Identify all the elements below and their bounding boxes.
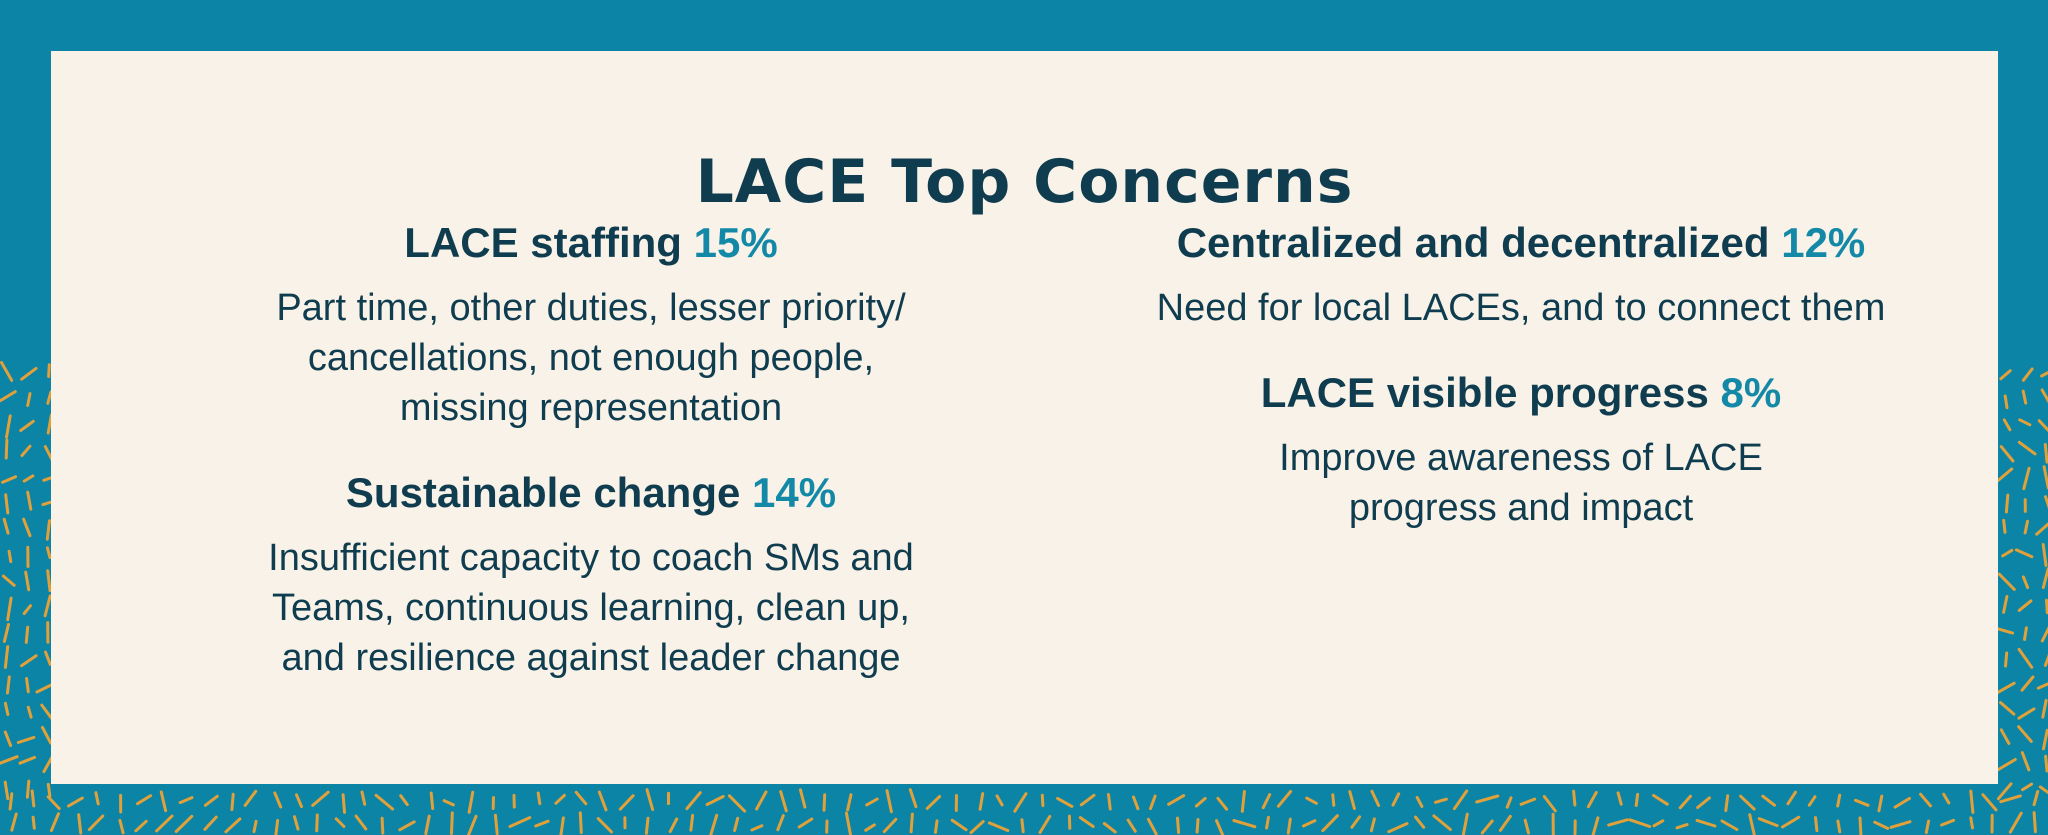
- description-line: progress and impact: [1348, 487, 1694, 529]
- dash-mark: [376, 795, 393, 809]
- dash-mark: [18, 737, 34, 742]
- dash-mark: [7, 416, 11, 437]
- dash-mark: [356, 816, 366, 829]
- dash-mark: [1592, 818, 1598, 835]
- dash-mark: [800, 790, 805, 807]
- dash-mark: [1809, 797, 1815, 806]
- dash-mark: [22, 368, 36, 379]
- description-line: Improve awareness of LACE: [1279, 437, 1763, 479]
- description-line: Teams, continuous learning, clean up,: [272, 587, 910, 629]
- dash-mark: [561, 818, 564, 835]
- dash-mark: [1058, 798, 1072, 806]
- dash-mark: [1998, 784, 2011, 799]
- dash-mark: [1267, 817, 1269, 828]
- concern-item: [161, 215, 1021, 433]
- dash-mark: [538, 793, 540, 804]
- dash-mark: [28, 492, 31, 509]
- dash-mark: [1525, 820, 1528, 833]
- dash-mark: [2019, 709, 2034, 718]
- dash-mark: [12, 814, 16, 830]
- concern-percent: 8%: [1720, 369, 1782, 416]
- dash-mark: [5, 782, 8, 798]
- dash-mark: [138, 796, 151, 804]
- dash-mark: [48, 784, 50, 796]
- dash-mark: [711, 815, 717, 835]
- dash-mark: [781, 792, 787, 811]
- dash-mark: [1895, 798, 1909, 807]
- dash-mark: [1303, 821, 1315, 826]
- dash-mark: [317, 815, 318, 831]
- dash-mark: [1323, 816, 1338, 831]
- dash-mark: [401, 796, 408, 805]
- dash-mark: [1109, 795, 1111, 810]
- dash-mark: [8, 598, 11, 620]
- dash-mark: [2037, 520, 2048, 534]
- dash-mark: [5, 732, 10, 746]
- dash-mark: [176, 816, 192, 831]
- dash-mark: [2023, 784, 2032, 790]
- concern-description: [1051, 433, 1991, 533]
- dash-mark: [22, 446, 30, 455]
- dash-mark: [1042, 795, 1043, 805]
- dash-mark: [1352, 817, 1360, 828]
- dash-mark: [1242, 792, 1244, 812]
- concern-heading: [161, 465, 1021, 521]
- dash-mark: [47, 521, 49, 540]
- dash-mark: [1759, 819, 1777, 826]
- dash-mark: [670, 819, 677, 832]
- dash-mark: [313, 792, 329, 805]
- dash-mark: [26, 627, 27, 642]
- dash-mark: [362, 792, 365, 804]
- dash-mark: [1015, 794, 1026, 812]
- dash-mark: [28, 707, 31, 717]
- dash-mark: [1436, 799, 1447, 802]
- dash-mark: [2023, 369, 2032, 380]
- dash-mark: [1741, 796, 1755, 809]
- dash-mark: [1997, 760, 2016, 771]
- concern-heading: [161, 215, 1021, 271]
- dash-mark: [1971, 818, 1973, 828]
- dash-mark: [226, 819, 240, 832]
- dash-mark: [1482, 821, 1492, 833]
- dash-mark: [1838, 795, 1840, 806]
- concern-item: [1051, 365, 1991, 533]
- dash-mark: [1463, 814, 1467, 835]
- dash-mark: [1544, 797, 1555, 811]
- dash-mark: [2001, 796, 2021, 802]
- dash-mark: [2025, 521, 2027, 533]
- dash-mark: [1393, 794, 1399, 805]
- dash-mark: [180, 798, 192, 803]
- dash-mark: [1500, 816, 1510, 830]
- dash-mark: [2, 363, 12, 381]
- dash-mark: [20, 757, 35, 763]
- dash-mark: [1636, 794, 1637, 805]
- dash-mark: [757, 792, 766, 809]
- dash-mark: [1726, 796, 1728, 811]
- dash-mark: [2016, 550, 2032, 557]
- dash-mark: [3, 576, 14, 585]
- dash-mark: [799, 819, 812, 827]
- dash-mark: [5, 703, 8, 714]
- dash-mark: [2044, 467, 2048, 488]
- dash-mark: [1151, 796, 1156, 809]
- dash-mark: [1263, 795, 1270, 808]
- dash-mark: [276, 820, 278, 835]
- dash-mark: [647, 790, 653, 810]
- dash-mark: [1080, 818, 1093, 827]
- dash-mark: [599, 792, 606, 810]
- dash-mark: [4, 625, 8, 642]
- dash-mark: [2001, 730, 2009, 744]
- dash-mark: [1630, 820, 1650, 827]
- dash-mark: [2034, 792, 2038, 805]
- dash-mark: [22, 656, 37, 666]
- dash-mark: [1788, 792, 1796, 804]
- dash-mark: [980, 794, 983, 810]
- dash-mark: [1169, 796, 1184, 805]
- dash-mark: [89, 816, 102, 830]
- dash-mark: [911, 814, 912, 832]
- dash-mark: [2019, 442, 2035, 454]
- dash-mark: [2004, 520, 2005, 532]
- dash-mark: [275, 793, 281, 807]
- dash-mark: [1350, 792, 1355, 809]
- description-line: Insufficient capacity to coach SMs and: [268, 537, 914, 579]
- dash-mark: [27, 679, 29, 692]
- concern-description: [161, 533, 1021, 683]
- dash-mark: [1288, 819, 1290, 833]
- dash-mark: [336, 819, 344, 827]
- dash-mark: [1879, 796, 1882, 811]
- dash-mark: [24, 606, 30, 614]
- right-column: [1051, 215, 1991, 533]
- dash-mark: [1196, 799, 1205, 807]
- dash-mark: [2038, 683, 2048, 689]
- dash-mark: [1750, 815, 1755, 835]
- dash-mark: [580, 813, 581, 833]
- dash-mark: [232, 794, 233, 809]
- dash-mark: [778, 816, 784, 830]
- dash-mark: [469, 792, 473, 812]
- dash-mark: [47, 548, 50, 558]
- concern-heading-label: LACE staffing: [404, 219, 682, 266]
- dash-mark: [510, 818, 530, 827]
- dash-mark: [3, 477, 16, 483]
- dash-mark: [1763, 796, 1775, 805]
- dash-mark: [1891, 822, 1910, 828]
- dash-mark: [2019, 727, 2032, 742]
- dash-mark: [620, 796, 633, 810]
- dash-mark: [752, 826, 762, 830]
- dash-mark: [2022, 677, 2033, 690]
- dash-mark: [2004, 420, 2010, 430]
- dash-mark: [1148, 819, 1156, 834]
- dash-mark: [24, 476, 33, 481]
- dash-mark: [2046, 756, 2047, 771]
- dash-mark: [21, 421, 34, 430]
- dash-mark: [1998, 629, 2012, 633]
- dash-mark: [971, 822, 983, 833]
- dash-mark: [2043, 700, 2046, 717]
- dash-mark: [2043, 545, 2046, 566]
- concern-heading: [1051, 365, 1991, 421]
- concern-item: [1051, 215, 1991, 333]
- content-card: [51, 51, 1998, 784]
- dash-mark: [1680, 796, 1690, 808]
- dash-mark: [1218, 798, 1227, 809]
- dash-mark: [2023, 391, 2026, 403]
- dash-mark: [598, 819, 611, 832]
- dash-mark: [444, 801, 453, 805]
- concern-heading-label: Centralized and decentralized: [1176, 219, 1770, 266]
- dash-mark: [2001, 371, 2010, 379]
- dash-mark: [32, 791, 34, 806]
- dash-mark: [1521, 799, 1535, 804]
- dash-mark: [1417, 798, 1422, 807]
- dash-mark: [2045, 445, 2047, 463]
- dash-mark: [824, 795, 825, 810]
- dash-mark: [24, 519, 30, 536]
- dash-mark: [1999, 574, 2014, 589]
- dash-mark: [691, 815, 693, 830]
- dash-mark: [1698, 798, 1710, 808]
- dash-mark: [867, 799, 878, 805]
- dash-mark: [2044, 730, 2048, 748]
- dash-mark: [2047, 600, 2048, 612]
- dash-mark: [2010, 813, 2021, 832]
- dash-mark: [2020, 420, 2030, 425]
- concern-heading-label: Sustainable change: [345, 469, 741, 516]
- dash-mark: [205, 817, 216, 829]
- dash-mark: [1618, 793, 1621, 804]
- dash-mark: [2040, 787, 2048, 795]
- dash-mark: [536, 821, 548, 826]
- dash-mark: [9, 551, 11, 561]
- description-line: Part time, other duties, lesser priority/: [276, 287, 906, 329]
- dash-mark: [2001, 703, 2014, 715]
- dash-mark: [2006, 653, 2007, 666]
- dash-mark: [1838, 821, 1840, 832]
- dash-mark: [33, 817, 34, 828]
- dash-mark: [45, 596, 50, 616]
- dash-mark: [1983, 795, 1996, 810]
- dash-mark: [1104, 824, 1115, 832]
- dash-mark: [426, 816, 429, 833]
- dash-mark: [49, 365, 50, 377]
- dash-mark: [297, 795, 302, 807]
- dash-mark: [254, 821, 256, 831]
- dash-mark: [2042, 623, 2048, 641]
- dash-mark: [1654, 821, 1663, 826]
- dash-mark: [556, 795, 565, 803]
- dash-mark: [1234, 821, 1255, 827]
- dash-mark: [1197, 820, 1198, 833]
- dash-mark: [431, 793, 433, 809]
- dash-mark: [2025, 628, 2027, 640]
- dash-mark: [1722, 821, 1737, 830]
- dash-mark: [2043, 569, 2048, 588]
- dash-mark: [936, 821, 938, 833]
- description-line: and resilience against leader change: [281, 637, 901, 679]
- dash-mark: [69, 798, 83, 806]
- dash-mark: [2042, 390, 2048, 408]
- dash-mark: [989, 823, 1007, 831]
- dash-mark: [2024, 468, 2029, 488]
- dash-mark: [2023, 577, 2027, 588]
- dash-mark: [910, 790, 916, 807]
- dash-mark: [846, 813, 850, 834]
- dash-mark: [1588, 792, 1596, 806]
- dash-mark: [1434, 816, 1451, 830]
- dash-mark: [735, 818, 738, 830]
- dash-mark: [6, 495, 8, 513]
- dash-mark: [1333, 795, 1334, 806]
- dash-mark: [887, 791, 891, 812]
- page-title: LACE Top Concerns: [695, 147, 1354, 217]
- dash-mark: [1574, 791, 1575, 805]
- dash-mark: [884, 819, 896, 831]
- dash-mark: [1654, 796, 1668, 805]
- dash-mark: [5, 647, 7, 668]
- dash-mark: [1507, 798, 1511, 807]
- dash-mark: [1875, 822, 1888, 828]
- dash-mark: [1278, 792, 1290, 807]
- dash-mark: [1389, 824, 1407, 832]
- dash-mark: [51, 814, 58, 831]
- dash-mark: [136, 821, 146, 831]
- dash-mark: [28, 394, 30, 406]
- dash-mark: [729, 796, 744, 811]
- dash-mark: [1372, 791, 1379, 805]
- dash-mark: [1609, 820, 1628, 825]
- dash-mark: [2001, 447, 2013, 461]
- dash-mark: [27, 781, 28, 797]
- dash-mark: [866, 825, 875, 831]
- dash-mark: [2006, 495, 2007, 512]
- concern-heading: [1051, 215, 1991, 271]
- dash-mark: [1371, 819, 1374, 831]
- concern-percent: 15%: [693, 219, 778, 266]
- dash-mark: [468, 816, 476, 835]
- dash-mark: [1944, 794, 1949, 803]
- left-column: [161, 215, 1021, 683]
- dash-mark: [1921, 794, 1931, 806]
- dash-mark: [2004, 597, 2007, 613]
- dash-mark: [576, 792, 586, 803]
- dash-mark: [1134, 797, 1138, 809]
- dash-mark: [120, 820, 123, 832]
- dash-mark: [1416, 817, 1424, 827]
- dash-mark: [1081, 795, 1094, 805]
- dash-mark: [2039, 421, 2048, 433]
- concern-percent: 12%: [1781, 219, 1866, 266]
- dash-mark: [1307, 798, 1317, 803]
- concern-percent: 14%: [752, 469, 837, 516]
- dash-mark: [0, 757, 17, 765]
- concern-item: [161, 465, 1021, 683]
- dash-mark: [495, 815, 497, 833]
- dash-mark: [927, 797, 939, 809]
- dash-mark: [400, 822, 414, 830]
- dash-mark: [1217, 821, 1223, 835]
- dash-mark: [96, 793, 98, 804]
- dash-mark: [2022, 753, 2029, 770]
- dash-mark: [1998, 469, 2012, 481]
- dash-mark: [1942, 820, 1954, 825]
- dash-mark: [2005, 396, 2007, 408]
- dash-mark: [1926, 821, 1928, 833]
- dash-mark: [952, 820, 966, 829]
- dash-mark: [343, 795, 344, 813]
- dash-mark: [2034, 813, 2035, 832]
- dash-mark: [245, 791, 256, 805]
- dash-mark: [26, 572, 29, 590]
- concern-description: [1051, 283, 1991, 333]
- dash-mark: [295, 817, 299, 829]
- description-line: cancellations, not enough people,: [307, 337, 875, 379]
- dash-mark: [452, 813, 453, 834]
- description-line: Need for local LACEs, and to connect them: [1156, 287, 1886, 329]
- dash-mark: [79, 815, 81, 833]
- dash-mark: [1477, 796, 1498, 802]
- dash-mark: [1856, 800, 1869, 805]
- dash-mark: [1697, 820, 1715, 826]
- dash-mark: [48, 797, 59, 809]
- dash-mark: [1860, 818, 1861, 835]
- dash-mark: [161, 792, 165, 811]
- dash-mark: [43, 728, 51, 744]
- dash-mark: [707, 797, 723, 805]
- dash-mark: [48, 571, 50, 591]
- dash-mark: [4, 519, 8, 533]
- dash-mark: [8, 677, 10, 693]
- concern-description: [161, 283, 1021, 433]
- dash-mark: [997, 796, 1002, 805]
- dash-mark: [1816, 818, 1817, 831]
- dash-mark: [1997, 683, 2014, 693]
- dash-mark: [205, 796, 217, 805]
- dash-mark: [1, 392, 16, 401]
- dash-mark: [687, 793, 700, 809]
- dash-mark: [1022, 820, 1023, 832]
- dash-mark: [2042, 370, 2048, 376]
- dash-mark: [157, 816, 172, 831]
- dash-mark: [6, 440, 7, 458]
- concern-heading-label: LACE visible progress: [1260, 369, 1709, 416]
- dash-mark: [1040, 816, 1050, 832]
- dash-mark: [382, 818, 383, 833]
- dash-mark: [46, 652, 51, 664]
- description-line: missing representation: [399, 387, 783, 429]
- dash-mark: [1178, 818, 1179, 832]
- dash-mark: [1454, 791, 1466, 809]
- dash-mark: [2019, 601, 2031, 611]
- dash-mark: [2019, 649, 2032, 667]
- dash-mark: [10, 794, 12, 809]
- dash-mark: [2003, 550, 2012, 556]
- dash-mark: [848, 795, 851, 810]
- dash-mark: [1677, 825, 1687, 828]
- dash-mark: [646, 818, 648, 833]
- dash-mark: [1971, 791, 1973, 812]
- dash-mark: [1783, 817, 1799, 827]
- dash-mark: [1128, 820, 1135, 831]
